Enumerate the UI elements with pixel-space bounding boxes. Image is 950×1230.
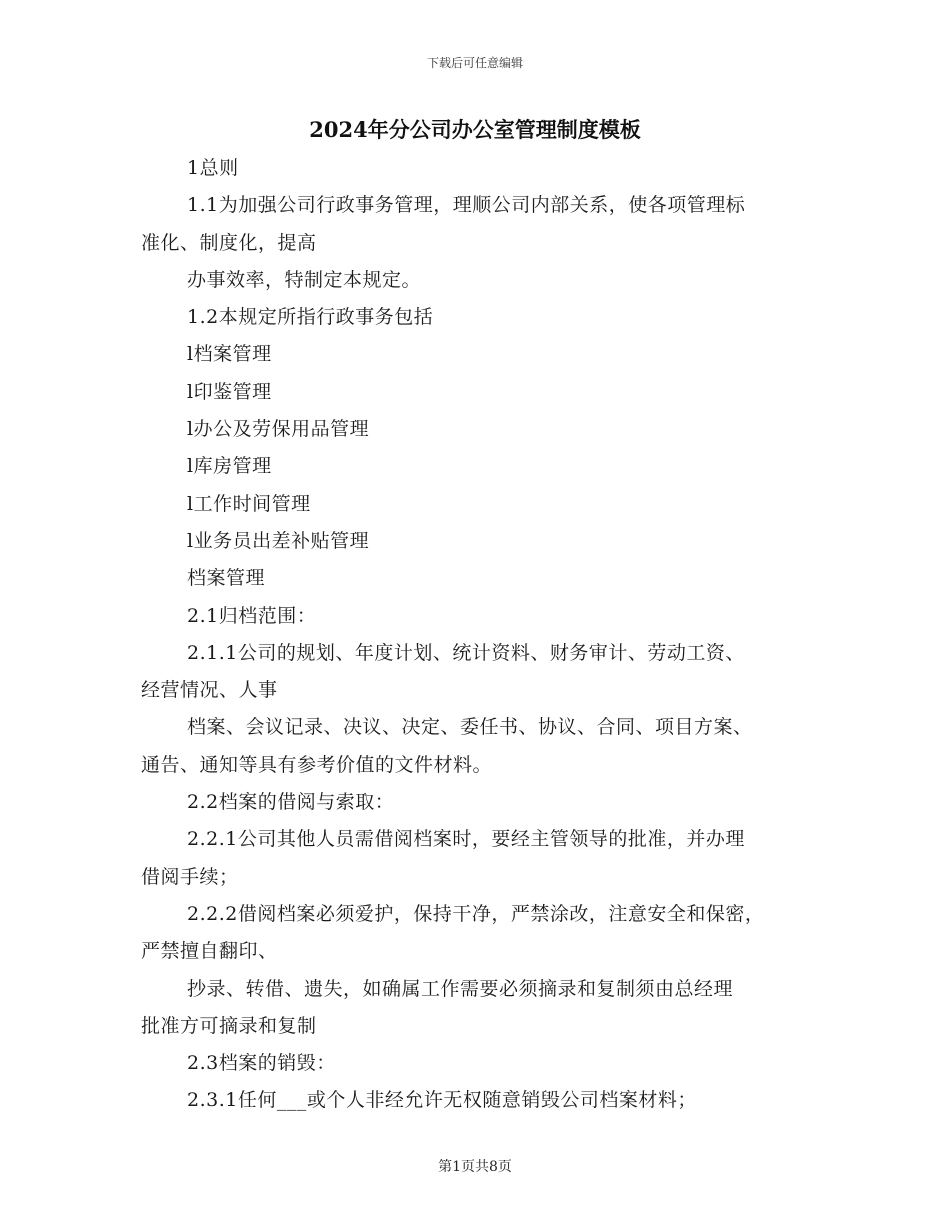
body-line: l业务员出差补贴管理 (187, 529, 370, 552)
body-line: 借阅手续； (141, 865, 239, 888)
body-line: 档案管理 (187, 567, 266, 590)
header-note: 下载后可任意编辑 (426, 56, 523, 70)
body-line: 1总则 (187, 157, 239, 179)
body-line: 2.3.1任何___或个人非经允许无权随意销毁公司档案材料； (187, 1089, 697, 1112)
body-line: 抄录、转借、遗失，如确属工作需要必须摘录和复制须由总经理 (187, 977, 734, 1000)
document-title: 2024年分公司办公室管理制度模板 (309, 117, 641, 142)
body-line: 档案、会议记录、决议、决定、委任书、协议、合同、项目方案、 (187, 716, 753, 739)
body-line: 1.1为加强公司行政事务管理，理顺公司内部关系，使各项管理标 (187, 194, 746, 217)
document-body (141, 150, 821, 1120)
body-line: 办事效率，特制定本规定。 (187, 268, 422, 291)
body-line: 2.1.1公司的规划、年度计划、统计资料、财务审计、劳动工资、 (187, 641, 745, 664)
body-line: l工作时间管理 (187, 492, 311, 515)
body-line: 严禁擅自翻印、 (141, 940, 278, 963)
body-line: l办公及劳保用品管理 (187, 418, 370, 441)
body-line: 2.2档案的借阅与索取： (187, 791, 395, 814)
body-line: 经营情况、人事 (141, 679, 278, 702)
body-line: 通告、通知等具有参考价值的文件材料。 (141, 753, 493, 776)
page-footer: 第1页共8页 (438, 1159, 512, 1175)
body-line: 2.1归档范围： (187, 604, 317, 627)
body-line: 2.3档案的销毁： (187, 1052, 336, 1075)
body-line: l库房管理 (187, 455, 272, 478)
body-line: 准化、制度化，提高 (141, 231, 317, 254)
body-line: 2.2.2借阅档案必须爱护，保持干净，严禁涂改，注意安全和保密， (187, 902, 765, 925)
body-line: l印鉴管理 (187, 380, 272, 403)
body-line: 1.2本规定所指行政事务包括 (187, 306, 434, 329)
body-line: 2.2.1公司其他人员需借阅档案时，要经主管领导的批准，并办理 (187, 828, 745, 851)
body-line: l档案管理 (187, 343, 272, 366)
body-line: 批准方可摘录和复制 (141, 1014, 317, 1037)
